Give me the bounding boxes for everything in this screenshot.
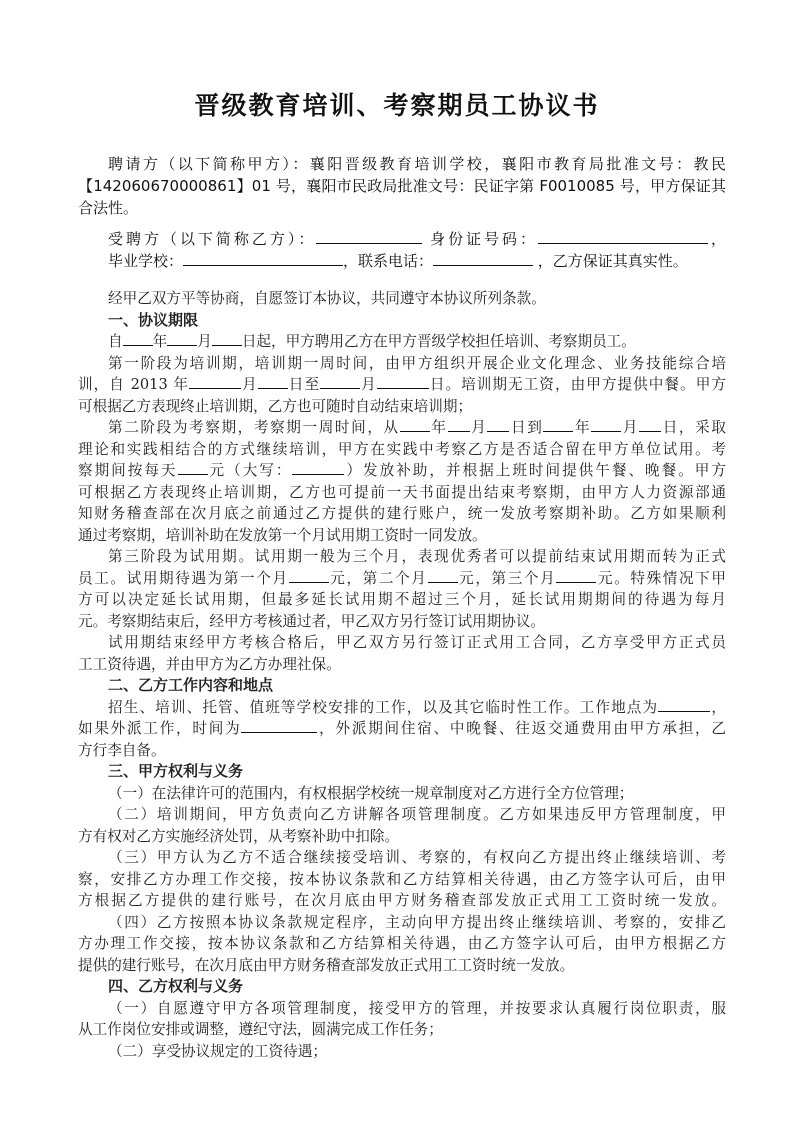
text-segment: 日。培训期无工资，由甲方提供中餐。甲方	[428, 376, 726, 393]
text-segment: 【142060670000861】01 号，襄阳市民政局批准文号：民证字第 F0010085 号，甲方保证其	[78, 177, 726, 195]
text-line	[78, 1019, 726, 1041]
fill-in-blank[interactable]	[178, 460, 208, 475]
text-segment: （四）乙方按照本协议条款规定程序，主动向甲方提出终止继续培训、考察的，安排乙	[108, 913, 726, 931]
document-title: 晋级教育培训、考察期员工协议书	[194, 91, 600, 120]
text-segment: ，联系电话：	[343, 252, 434, 270]
text-line	[78, 718, 726, 740]
text-segment: 训，自 2013 年	[78, 376, 190, 393]
text-line	[78, 804, 726, 826]
text-line	[78, 890, 726, 912]
text-line	[78, 998, 726, 1020]
text-segment: 月	[360, 376, 377, 393]
text-line	[78, 783, 726, 805]
text-segment: ）发放补助，并根据上班时间提供午餐、晚餐。甲方	[344, 462, 726, 479]
text-segment: 自	[108, 333, 123, 350]
text-segment: 年	[573, 419, 592, 436]
text-segment: 月	[621, 419, 640, 436]
text-segment: 日起，甲方聘用乙方在甲方晋级学校担任培训、考察期员工。	[241, 333, 636, 350]
text-segment: 知财务稽查部在次月底之前通过乙方提供的建行账户，统一发放考察期补助。乙方如果顺利	[78, 505, 726, 522]
fill-in-blank[interactable]	[183, 251, 343, 266]
fill-in-blank[interactable]	[292, 460, 344, 475]
text-segment: 工工资待遇，并由甲方为乙方办理社保。	[78, 655, 341, 673]
text-segment: ，	[708, 230, 726, 248]
text-line	[78, 525, 726, 547]
fill-in-blank[interactable]	[448, 417, 470, 432]
text-segment: 二、乙方工作内容和地点	[108, 676, 274, 694]
text-line	[78, 396, 726, 418]
fill-in-blank[interactable]	[556, 568, 596, 583]
text-segment: 可根据乙方表现终止培训期，乙方也可提前一天书面提出结束考察期，由甲方人力资源部通	[78, 483, 726, 501]
text-segment: 受聘方（以下简称乙方）：	[108, 230, 317, 248]
text-line	[78, 153, 726, 175]
text-line	[78, 288, 726, 310]
fill-in-blank[interactable]	[487, 417, 509, 432]
text-line	[78, 546, 726, 568]
text-segment: 从工作岗位安排或调整，遵纪守法，圆满完成工作任务；	[78, 1021, 443, 1038]
text-segment: 日至	[287, 376, 321, 393]
text-segment: 月	[197, 333, 212, 350]
text-line	[78, 175, 726, 197]
text-line	[78, 654, 726, 676]
text-segment: ，乙方保证其真实性。	[533, 252, 688, 270]
text-segment: 四、乙方权利与义务	[108, 977, 244, 995]
text-line	[78, 417, 726, 439]
text-segment: 通过考察期，培训补助在发放第一个月试用期工资时一同发放。	[78, 526, 487, 544]
text-segment: 如果外派工作，时间为	[78, 720, 242, 737]
text-line	[78, 869, 726, 891]
section-heading	[78, 310, 726, 332]
text-segment: 元，第三个月	[457, 569, 557, 587]
text-segment: 聘请方（以下简称甲方）：襄阳晋级教育培训学校，襄阳市教育局批准文号：教民	[108, 155, 726, 173]
text-segment: 三、甲方权利与义务	[108, 762, 244, 780]
text-segment: （二）享受协议规定的工资待遇；	[108, 1042, 327, 1060]
text-line	[78, 912, 726, 934]
agreement-body	[78, 288, 726, 1062]
text-segment: 年	[152, 333, 168, 350]
text-segment: 方办理工作交接，按本协议条款和乙方结算相关待遇，由乙方签字认可后，由甲方根据乙方	[78, 935, 726, 952]
fill-in-blank[interactable]	[258, 374, 288, 389]
fill-in-blank[interactable]	[400, 417, 430, 432]
text-segment: 经甲乙双方平等协商，自愿签订本协议，共同遵守本协议所列条款。	[108, 290, 546, 307]
fill-in-blank[interactable]	[320, 374, 360, 389]
text-segment: ，	[710, 698, 726, 716]
text-segment: 理论和实践相结合的方式继续培训，甲方在实践中考察乙方是否适合留在甲方单位试用。考	[78, 440, 726, 458]
text-segment: 招生、培训、托管、值班等学校安排的工作，以及其它临时性工作。工作地点为	[108, 698, 659, 716]
text-segment: （三）甲方认为乙方不适合继续接受培训、考察的，有权向乙方提出终止继续培训、考	[108, 849, 726, 866]
text-segment: （一）在法律许可的范围内，有权根据学校统一规章制度对乙方进行全方位管理；	[108, 784, 634, 802]
text-segment: 毕业学校：	[108, 252, 184, 270]
text-segment: （一）自愿遵守甲方各项管理制度，接受甲方的管理，并按要求认真履行岗位职责，服	[108, 999, 726, 1017]
fill-in-blank[interactable]	[241, 718, 317, 733]
text-segment: 可根据乙方表现终止培训期，乙方也可随时自动结束培训期；	[78, 397, 473, 415]
text-line	[78, 697, 726, 719]
text-line	[78, 197, 726, 219]
text-segment: 年	[429, 419, 448, 436]
fill-in-blank[interactable]	[289, 568, 329, 583]
text-segment: 月	[469, 419, 488, 436]
text-line	[78, 1041, 726, 1063]
text-segment: 元。特殊情况下甲	[596, 569, 726, 587]
text-line	[78, 482, 726, 504]
text-segment: 方可以决定延长试用期，但最多延长试用期不超过三个月，延长试用期期间的待遇为每月	[78, 591, 726, 608]
text-segment: 方行李自备。	[78, 741, 166, 759]
text-segment: 日到	[509, 419, 544, 436]
text-line	[78, 632, 726, 654]
text-segment: 一、协议期限	[108, 310, 199, 329]
text-line	[78, 460, 726, 482]
fill-in-blank[interactable]	[167, 331, 197, 346]
text-segment: 方根据乙方提供的建行账号，在次月底由甲方财务稽查部发放正式用工工资时统一发放。	[78, 892, 726, 909]
text-segment: 第二阶段为考察期，考察期一周时间，从	[108, 419, 400, 436]
text-line	[78, 568, 726, 590]
text-segment: 身份证号码：	[422, 230, 538, 248]
fill-in-blank[interactable]	[591, 417, 621, 432]
text-line	[78, 933, 726, 955]
fill-in-blank[interactable]	[658, 697, 710, 712]
fill-in-blank[interactable]	[538, 229, 708, 244]
text-line	[78, 611, 726, 633]
text-line	[78, 439, 726, 461]
text-segment: 月	[241, 376, 258, 393]
text-line	[78, 740, 726, 762]
text-segment: 元。考察期结束后，经甲方考核通过者，甲乙双方另行签订试用期协议。	[78, 612, 546, 630]
text-segment: 员工。试用期待遇为第一个月	[78, 569, 289, 587]
text-segment: （二）培训期间，甲方负责向乙方讲解各项管理制度。乙方如果违反甲方管理制度，甲	[108, 806, 726, 823]
text-line	[78, 589, 726, 611]
text-segment: 元，第二个月	[328, 569, 428, 587]
text-segment: 察，安排乙方办理工作交接，按本协议条款和乙方结算相关待遇，由乙方签字认可后，由甲	[78, 870, 726, 888]
text-line	[78, 374, 726, 396]
text-segment: 察期间按每天	[78, 462, 178, 479]
fill-in-blank[interactable]	[543, 417, 573, 432]
text-segment: 第一阶段为培训期，培训期一周时间，由甲方组织开展企业文化理念、业务技能综合培	[108, 354, 726, 372]
fill-in-blank[interactable]	[377, 374, 429, 389]
fill-in-blank[interactable]	[212, 331, 242, 346]
text-segment: 合法性。	[78, 199, 139, 217]
text-segment: 试用期结束经甲方考核合格后，甲乙双方另行签订正式用工合同，乙方享受甲方正式员	[108, 634, 726, 651]
section-heading	[78, 976, 726, 998]
text-line	[78, 847, 726, 869]
section-heading	[78, 761, 726, 783]
fill-in-blank[interactable]	[639, 417, 661, 432]
fill-in-blank[interactable]	[123, 331, 153, 346]
parties-section	[78, 153, 726, 272]
fill-in-blank[interactable]	[428, 568, 458, 583]
text-line	[78, 353, 726, 375]
text-segment: 方有权对乙方实施经济处罚，从考察补助中扣除。	[78, 827, 400, 845]
text-segment: 元（大写：	[207, 462, 293, 479]
fill-in-blank[interactable]	[316, 229, 422, 244]
text-line	[78, 331, 726, 353]
text-segment: ，外派期间住宿、中晚餐、往返交通费用由甲方承担，乙	[317, 720, 726, 737]
text-segment: 日，采取	[661, 419, 726, 436]
fill-in-blank[interactable]	[433, 251, 533, 266]
text-line	[78, 503, 726, 525]
text-line	[78, 250, 726, 272]
text-segment: 提供的建行账号，在次月底由甲方财务稽查部发放正式用工工资时统一发放。	[78, 956, 575, 974]
text-line	[78, 826, 726, 848]
text-line	[78, 228, 726, 250]
text-segment: 第三阶段为试用期。试用期一般为三个月，表现优秀者可以提前结束试用期而转为正式	[108, 548, 726, 565]
text-line	[78, 955, 726, 977]
section-heading	[78, 675, 726, 697]
fill-in-blank[interactable]	[189, 374, 241, 389]
